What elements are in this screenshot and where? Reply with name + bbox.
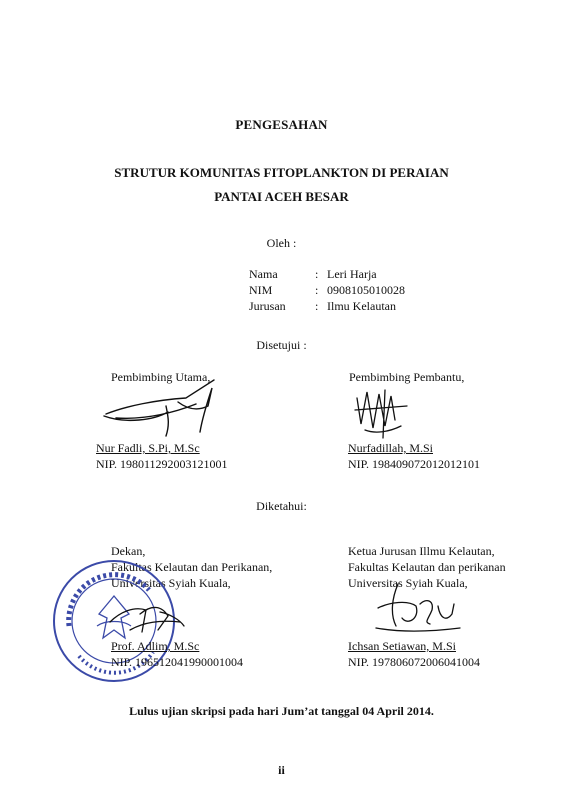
head-role-3: Universitas Syiah Kuala, <box>348 576 468 590</box>
supervisor-main-name: Nur Fadli, S.Pi, M.Sc <box>96 441 200 455</box>
supervisor-assist-nip: NIP. 198409072012012101 <box>348 457 481 471</box>
page-title: PENGESAHAN <box>235 117 328 132</box>
supervisor-assist-name: Nurfadillah, M.Si <box>348 441 433 455</box>
author-nim-row <box>249 282 405 298</box>
colon: : <box>315 267 319 281</box>
dept-label: Jurusan <box>249 299 286 313</box>
colon: : <box>315 299 319 313</box>
dean-name: Prof. Adlim, M.Sc <box>111 639 200 653</box>
colon: : <box>315 283 319 297</box>
acknowledged-label: Diketahui: <box>256 499 307 513</box>
head-signature <box>368 578 468 638</box>
dept-value: Ilmu Kelautan <box>327 299 396 313</box>
dean-signature <box>100 592 190 642</box>
author-name-row <box>249 266 405 282</box>
by-label: Oleh : <box>266 236 297 250</box>
thesis-title-line2: PANTAI ACEH BESAR <box>214 189 349 204</box>
supervisor-assist-role: Pembimbing Pembantu, <box>349 370 465 384</box>
approved-label: Disetujui : <box>256 338 307 352</box>
nim-value: 0908105010028 <box>327 283 405 297</box>
supervisor-main-role: Pembimbing Utama, <box>111 370 211 384</box>
page-number: ii <box>278 763 285 777</box>
author-info <box>249 266 405 314</box>
head-role-1: Ketua Jurusan Illmu Kelautan, <box>348 544 495 558</box>
head-role-2: Fakultas Kelautan dan perikanan <box>348 560 506 574</box>
dean-role-2: Fakultas Kelautan dan Perikanan, <box>111 560 273 574</box>
dean-role-3: Universitas Syiah Kuala, <box>111 576 231 590</box>
supervisor-main-signature <box>96 376 236 446</box>
dean-role-1: Dekan, <box>111 544 146 558</box>
author-dept-row <box>249 298 405 314</box>
head-name: Ichsan Setiawan, M.Si <box>348 639 456 653</box>
thesis-title-line1: STRUTUR KOMUNITAS FITOPLANKTON DI PERAIAN <box>114 165 449 180</box>
name-label: Nama <box>249 267 278 281</box>
exam-passed-statement: Lulus ujian skripsi pada hari Jum’at tanggal 04 April 2014. <box>129 704 434 718</box>
supervisor-main-nip: NIP. 198011292003121001 <box>96 457 228 471</box>
nim-label: NIM <box>249 283 273 297</box>
name-value: Leri Harja <box>327 267 377 281</box>
head-nip: NIP. 197806072006041004 <box>348 655 481 669</box>
dean-nip: NIP. 196512041990001004 <box>111 655 244 669</box>
